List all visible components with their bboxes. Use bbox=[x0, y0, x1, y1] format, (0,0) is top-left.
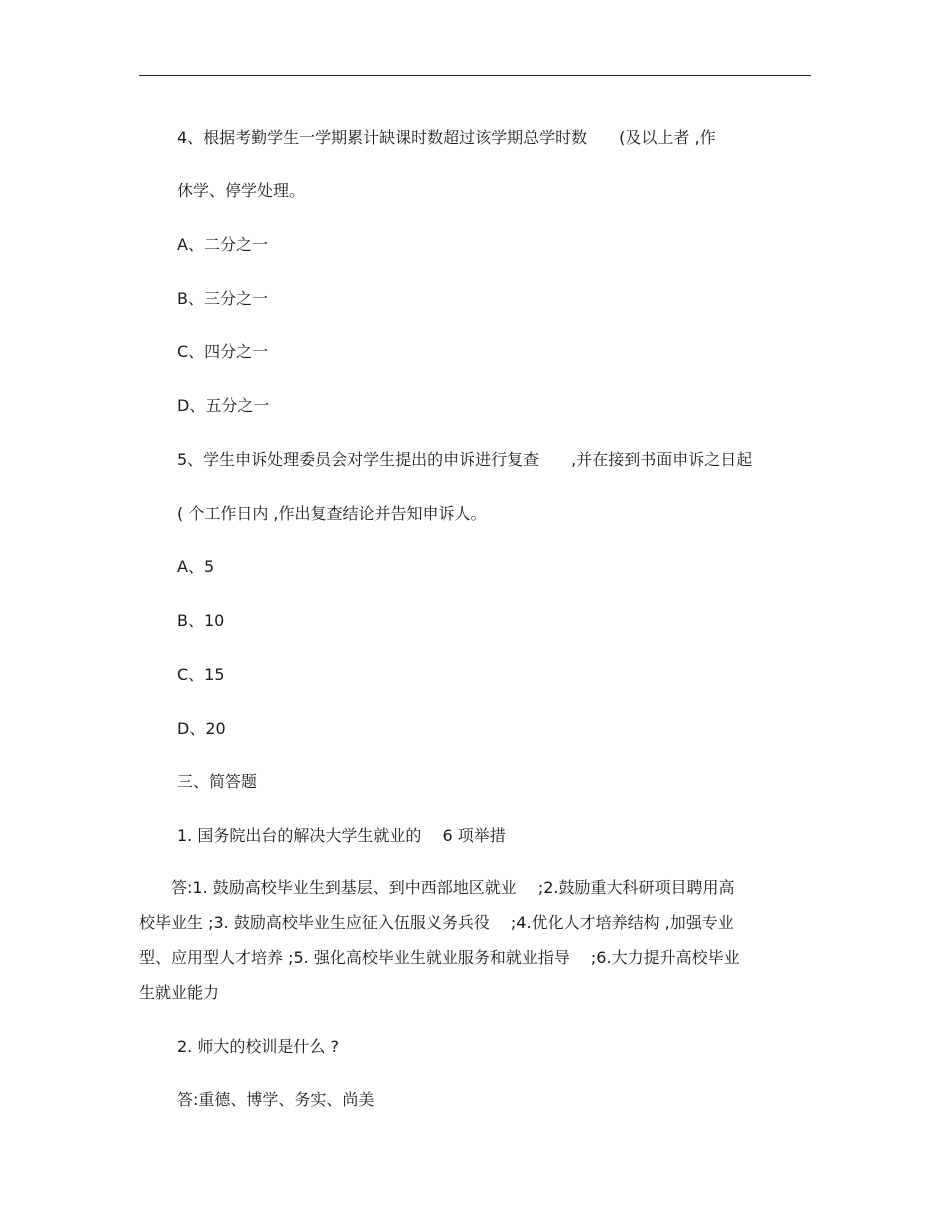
short-answer-2-answer: 答:重德、博学、务实、尚美 bbox=[177, 1090, 375, 1109]
short-answer-1-answer-line-3: 型、应用型人才培养 ;5. 强化高校毕业生就业服务和就业指导 ;6.大力提升高校毕业 bbox=[139, 948, 740, 967]
short-answer-1-question: 1. 国务院出台的解决大学生就业的 6 项举措 bbox=[177, 826, 506, 845]
question-5-stem-line-1: 5、学生申诉处理委员会对学生提出的申诉进行复查 ,并在接到书面申诉之日起 bbox=[177, 450, 753, 469]
question-5-option-d: D、20 bbox=[177, 719, 226, 738]
section-3-heading: 三、简答题 bbox=[177, 772, 258, 791]
question-4-stem-line-1: 4、根据考勤学生一学期累计缺课时数超过该学期总学时数 (及以上者 ,作 bbox=[177, 128, 716, 147]
question-4-option-c: C、四分之一 bbox=[177, 342, 269, 361]
question-5-option-a: A、5 bbox=[177, 557, 215, 576]
question-4-option-a: A、二分之一 bbox=[177, 235, 268, 254]
question-5-stem-line-2: ( 个工作日内 ,作出复查结论并告知申诉人。 bbox=[177, 504, 487, 523]
header-rule bbox=[139, 75, 811, 76]
question-5-option-b: B、10 bbox=[177, 611, 225, 630]
short-answer-1-answer-line-4: 生就业能力 bbox=[139, 983, 220, 1002]
question-4-stem-line-2: 休学、停学处理。 bbox=[177, 181, 306, 200]
question-5-option-c: C、15 bbox=[177, 665, 225, 684]
question-4-option-b: B、三分之一 bbox=[177, 289, 268, 308]
short-answer-2-question: 2. 师大的校训是什么 ? bbox=[177, 1037, 339, 1056]
question-4-option-d: D、五分之一 bbox=[177, 396, 270, 415]
short-answer-1-answer-line-2: 校毕业生 ;3. 鼓励高校毕业生应征入伍服义务兵役 ;4.优化人才培养结构 ,加强专业 bbox=[139, 913, 734, 932]
short-answer-1-answer-line-1: 答:1. 鼓励高校毕业生到基层、到中西部地区就业 ;2.鼓励重大科研项目聘用高 bbox=[139, 878, 735, 897]
